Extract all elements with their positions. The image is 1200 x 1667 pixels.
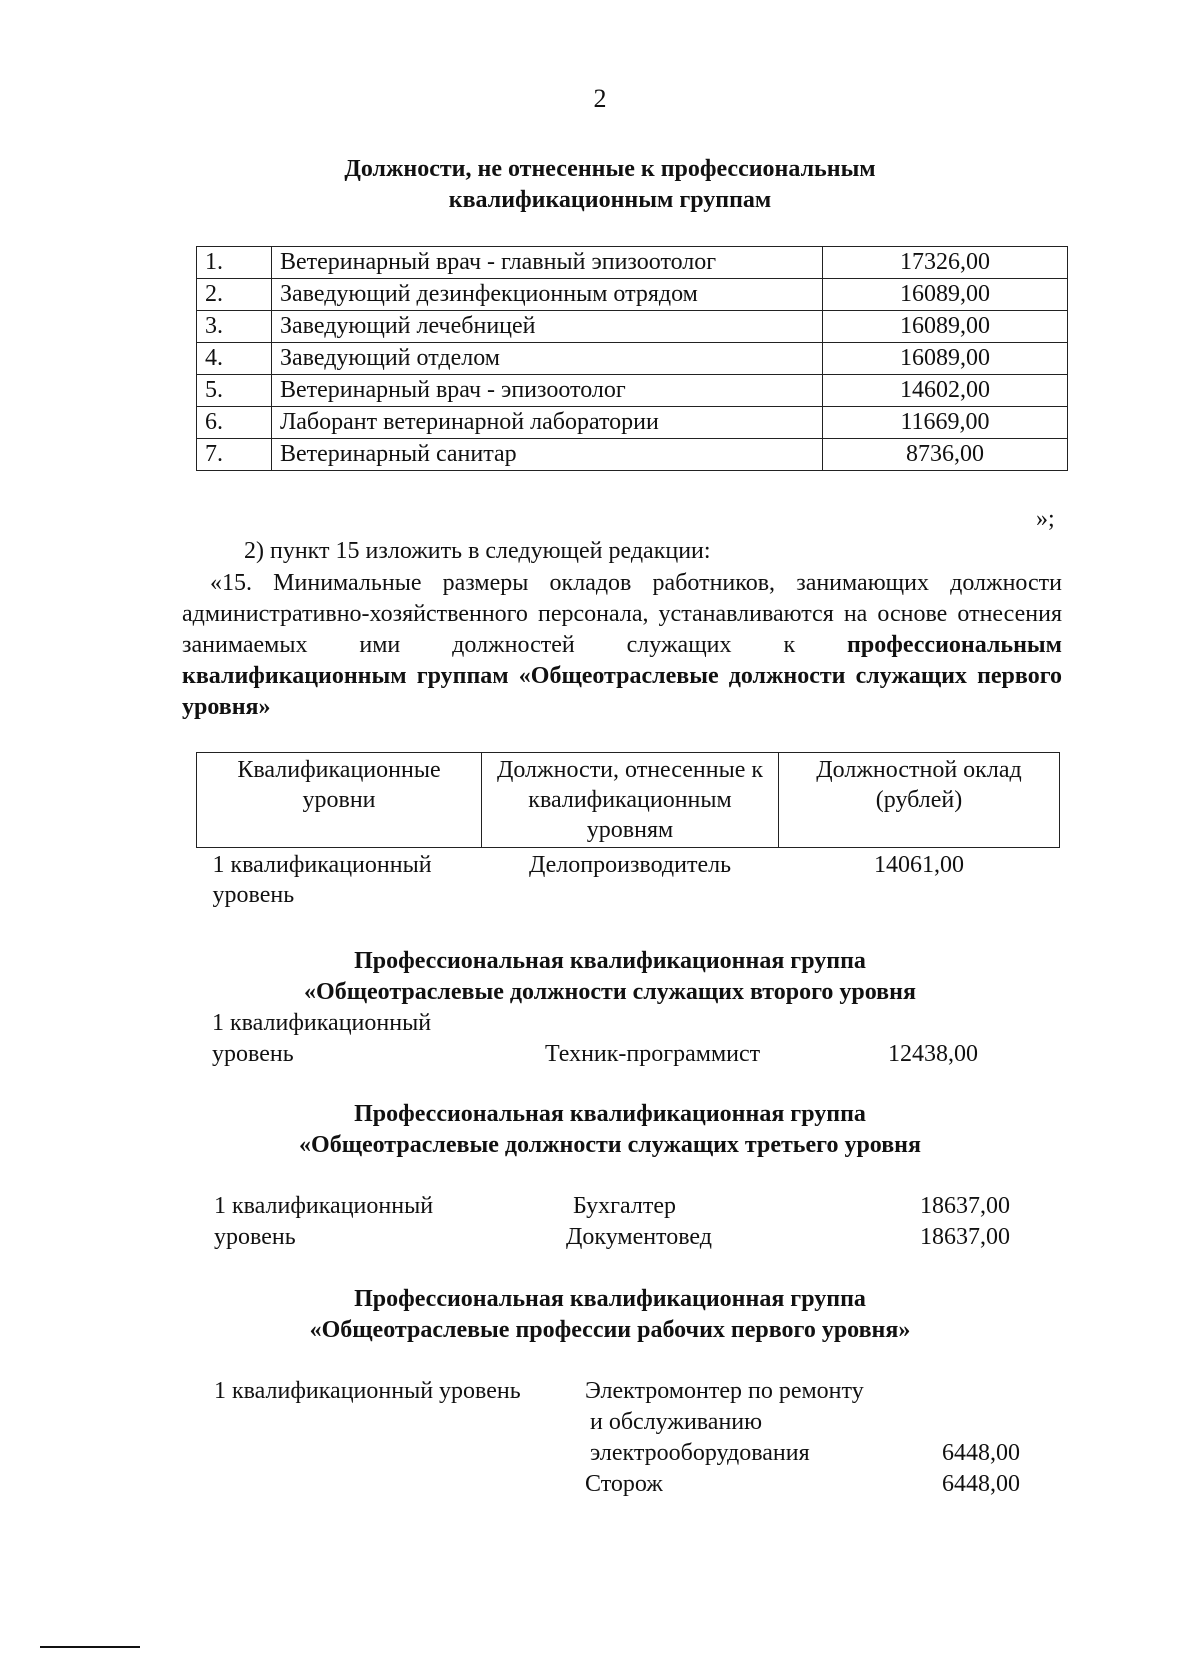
row-salary: 14602,00 <box>823 375 1068 407</box>
section1-title <box>170 154 1050 216</box>
group3-position-1: Бухгалтер <box>573 1193 677 1219</box>
group3-level-line1: 1 квалификационный <box>214 1193 434 1219</box>
group3-title-line1: Профессиональная квалификационная группа <box>354 1101 866 1127</box>
group4-title <box>170 1284 1050 1346</box>
row-number: 5. <box>197 375 272 407</box>
group2-level-line1: 1 квалификационный <box>212 1010 432 1036</box>
group4-item1-line2: и обслуживанию <box>590 1409 763 1435</box>
table-row <box>197 375 1068 407</box>
group4-item1-line1: Электромонтер по ремонту <box>585 1378 864 1404</box>
table-row <box>197 439 1068 471</box>
row-salary: 16089,00 <box>823 279 1068 311</box>
footer-rule <box>40 1646 140 1648</box>
table-row <box>197 247 1068 279</box>
group3-salary-2: 18637,00 <box>920 1224 1010 1250</box>
paragraph-bold-text: профессиональным квалификационным группам «Общеотраслевые должности служащих первого уровня» <box>182 632 1063 720</box>
row-salary: 17326,00 <box>823 247 1068 279</box>
row-title: Лаборант ветеринарной лаборатории <box>272 407 823 439</box>
table-row <box>197 311 1068 343</box>
group2-title-line1: Профессиональная квалификационная группа <box>354 948 866 974</box>
section1-title-line2: квалификационным группам <box>448 187 772 213</box>
page-number: 2 <box>593 84 607 113</box>
positions-table <box>196 246 1068 471</box>
group3-title <box>170 1099 1050 1161</box>
section1-title-line1: Должности, не отнесенные к профессиональным <box>344 156 876 182</box>
salary-cell: 14061,00 <box>874 852 964 878</box>
row-number: 6. <box>197 407 272 439</box>
paragraph-plain-text: «15. Минимальные размеры окладов работников, занимающих должности административно-хозяйственного персонала, устанавливаются на основе отнесения занимаемых ими должностей служащих к <box>182 570 1062 658</box>
group4-item2-salary: 6448,00 <box>942 1471 1020 1497</box>
row-title: Заведующий лечебницей <box>272 311 823 343</box>
group2-position: Техник-программист <box>545 1041 761 1067</box>
position-cell: Делопроизводитель <box>528 852 732 878</box>
table-row <box>197 407 1068 439</box>
row-salary: 16089,00 <box>823 343 1068 375</box>
group2-salary: 12438,00 <box>888 1041 978 1067</box>
row-title: Заведующий отделом <box>272 343 823 375</box>
row-number: 7. <box>197 439 272 471</box>
group3-level-line2: уровень <box>214 1224 296 1250</box>
row-title: Ветеринарный врач - главный эпизоотолог <box>272 247 823 279</box>
row-salary: 11669,00 <box>823 407 1068 439</box>
group4-title-line2: «Общеотраслевые профессии рабочих первого уровня» <box>309 1317 911 1343</box>
group3-salary-1: 18637,00 <box>920 1193 1010 1219</box>
table-header-row <box>197 753 1060 848</box>
row-salary: 8736,00 <box>823 439 1068 471</box>
group4-item1-line3: электрооборудования <box>590 1440 810 1466</box>
group4-title-line1: Профессиональная квалификационная группа <box>354 1286 866 1312</box>
row-salary: 16089,00 <box>823 311 1068 343</box>
row-number: 1. <box>197 247 272 279</box>
group2-level-line2: уровень <box>212 1041 294 1067</box>
group3-position-2: Документовед <box>566 1224 712 1250</box>
column-header-salary: Должностной оклад (рублей) <box>779 753 1060 848</box>
row-number: 2. <box>197 279 272 311</box>
group2-title-line2: «Общеотраслевые должности служащих второго уровня <box>304 979 916 1005</box>
group4-item2-position: Сторож <box>585 1471 663 1497</box>
amendment-item: 2) пункт 15 изложить в следующей редакции: <box>244 538 711 564</box>
row-number: 4. <box>197 343 272 375</box>
row-number: 3. <box>197 311 272 343</box>
group4-item1-salary: 6448,00 <box>942 1440 1020 1466</box>
levels-table <box>196 752 1060 912</box>
group2-title <box>170 946 1050 1008</box>
amendment-paragraph <box>182 568 1062 723</box>
row-title: Ветеринарный врач - эпизоотолог <box>272 375 823 407</box>
group4-level: 1 квалификационный уровень <box>214 1378 521 1404</box>
closing-quote: »; <box>1036 506 1055 532</box>
group3-title-line2: «Общеотраслевые должности служащих третьего уровня <box>299 1132 921 1158</box>
table-row <box>197 279 1068 311</box>
level-cell: 1 квалификационный уровень <box>212 852 432 908</box>
column-header-level: Квалификационные уровни <box>197 753 482 848</box>
table-row <box>197 848 1060 913</box>
row-title: Заведующий дезинфекционным отрядом <box>272 279 823 311</box>
table-row <box>197 343 1068 375</box>
row-title: Ветеринарный санитар <box>272 439 823 471</box>
column-header-position: Должности, отнесенные к квалификационным уровням <box>482 753 779 848</box>
